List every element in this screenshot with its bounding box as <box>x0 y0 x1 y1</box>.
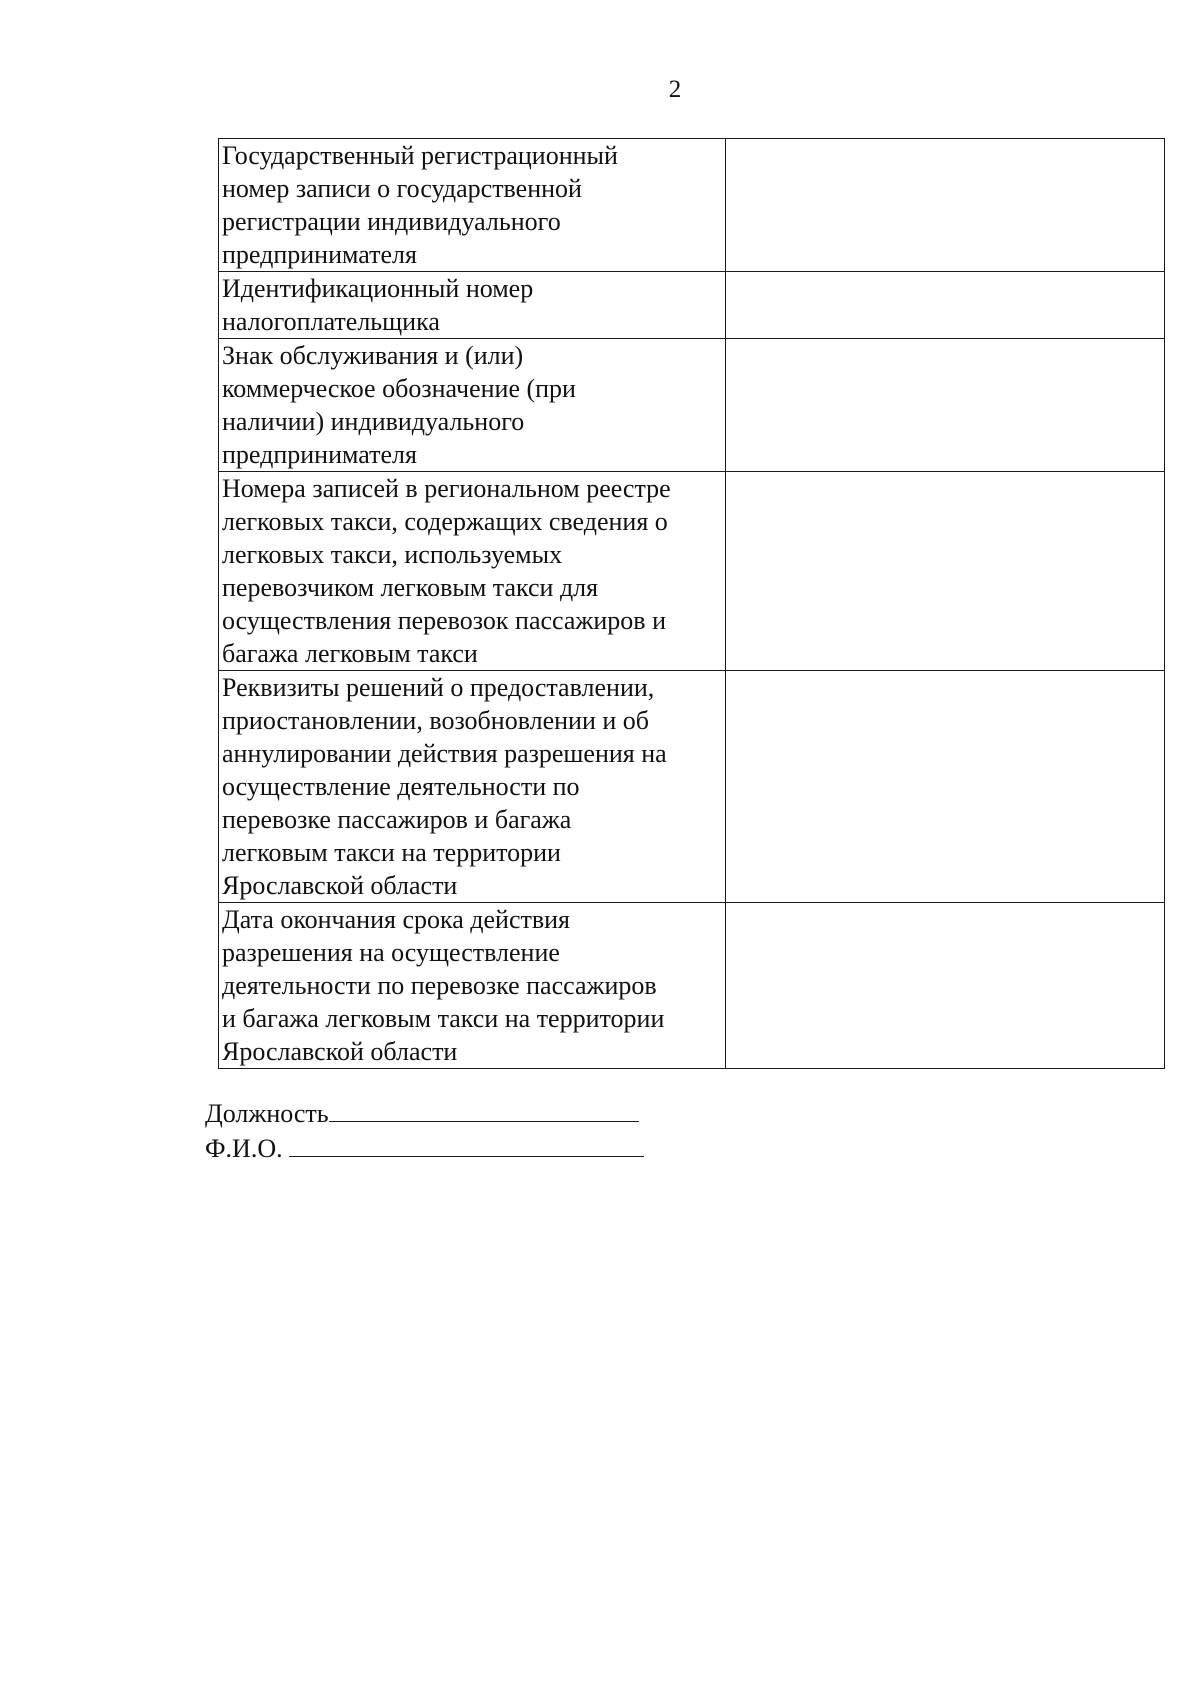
row-label <box>219 339 726 472</box>
label-line: аннулировании действия разрешения на <box>222 739 667 768</box>
table-row <box>219 903 1165 1069</box>
label-line: номер записи о государственной <box>222 174 582 203</box>
label-line: осуществление деятельности по <box>222 772 580 801</box>
label-line: осуществления перевозок пассажиров и <box>222 606 666 635</box>
row-value-field[interactable] <box>726 472 1165 671</box>
label-line: разрешения на осуществление <box>222 938 560 967</box>
label-line: легковых такси, содержащих сведения о <box>222 507 668 536</box>
label-line: наличии) индивидуального <box>222 407 525 436</box>
fio-row <box>205 1130 644 1165</box>
label-line: и багажа легковым такси на территории <box>222 1004 665 1033</box>
label-line: Идентификационный номер <box>222 274 534 303</box>
position-label: Должность <box>205 1099 329 1128</box>
label-line: налогоплательщика <box>222 307 440 336</box>
fio-label: Ф.И.О. <box>205 1134 283 1163</box>
label-line: Ярославской области <box>222 1037 458 1066</box>
label-line: коммерческое обозначение (при <box>222 374 576 403</box>
label-line: Реквизиты решений о предоставлении, <box>222 673 655 702</box>
label-line: легковых такси, используемых <box>222 540 563 569</box>
label-line: Ярославской области <box>222 871 458 900</box>
row-label <box>219 272 726 339</box>
label-line: багажа легковым такси <box>222 639 478 668</box>
table-row <box>219 272 1165 339</box>
label-line: перевозчиком легковым такси для <box>222 573 599 602</box>
table-row <box>219 671 1165 903</box>
row-value-field[interactable] <box>726 903 1165 1069</box>
label-line: Государственный регистрационный <box>222 141 618 170</box>
form-table <box>218 138 1165 1069</box>
position-field[interactable] <box>329 1095 639 1122</box>
row-label <box>219 671 726 903</box>
label-line: регистрации индивидуального <box>222 207 561 236</box>
label-line: Дата окончания срока действия <box>222 905 571 934</box>
table-row <box>219 339 1165 472</box>
page-number: 2 <box>668 76 682 103</box>
label-line: легковым такси на территории <box>222 838 561 867</box>
row-label <box>219 903 726 1069</box>
row-value-field[interactable] <box>726 339 1165 472</box>
row-label <box>219 472 726 671</box>
fio-field[interactable] <box>289 1130 644 1157</box>
row-value-field[interactable] <box>726 139 1165 272</box>
label-line: Знак обслуживания и (или) <box>222 341 524 370</box>
row-value-field[interactable] <box>726 671 1165 903</box>
label-line: Номера записей в региональном реестре <box>222 474 671 503</box>
table-row <box>219 472 1165 671</box>
signature-block <box>205 1095 644 1165</box>
row-label <box>219 139 726 272</box>
label-line: предпринимателя <box>222 240 417 269</box>
table-row <box>219 139 1165 272</box>
row-value-field[interactable] <box>726 272 1165 339</box>
position-row <box>205 1095 644 1130</box>
label-line: приостановлении, возобновлении и об <box>222 706 650 735</box>
label-line: деятельности по перевозке пассажиров <box>222 971 657 1000</box>
label-line: предпринимателя <box>222 440 417 469</box>
label-line: перевозке пассажиров и багажа <box>222 805 572 834</box>
